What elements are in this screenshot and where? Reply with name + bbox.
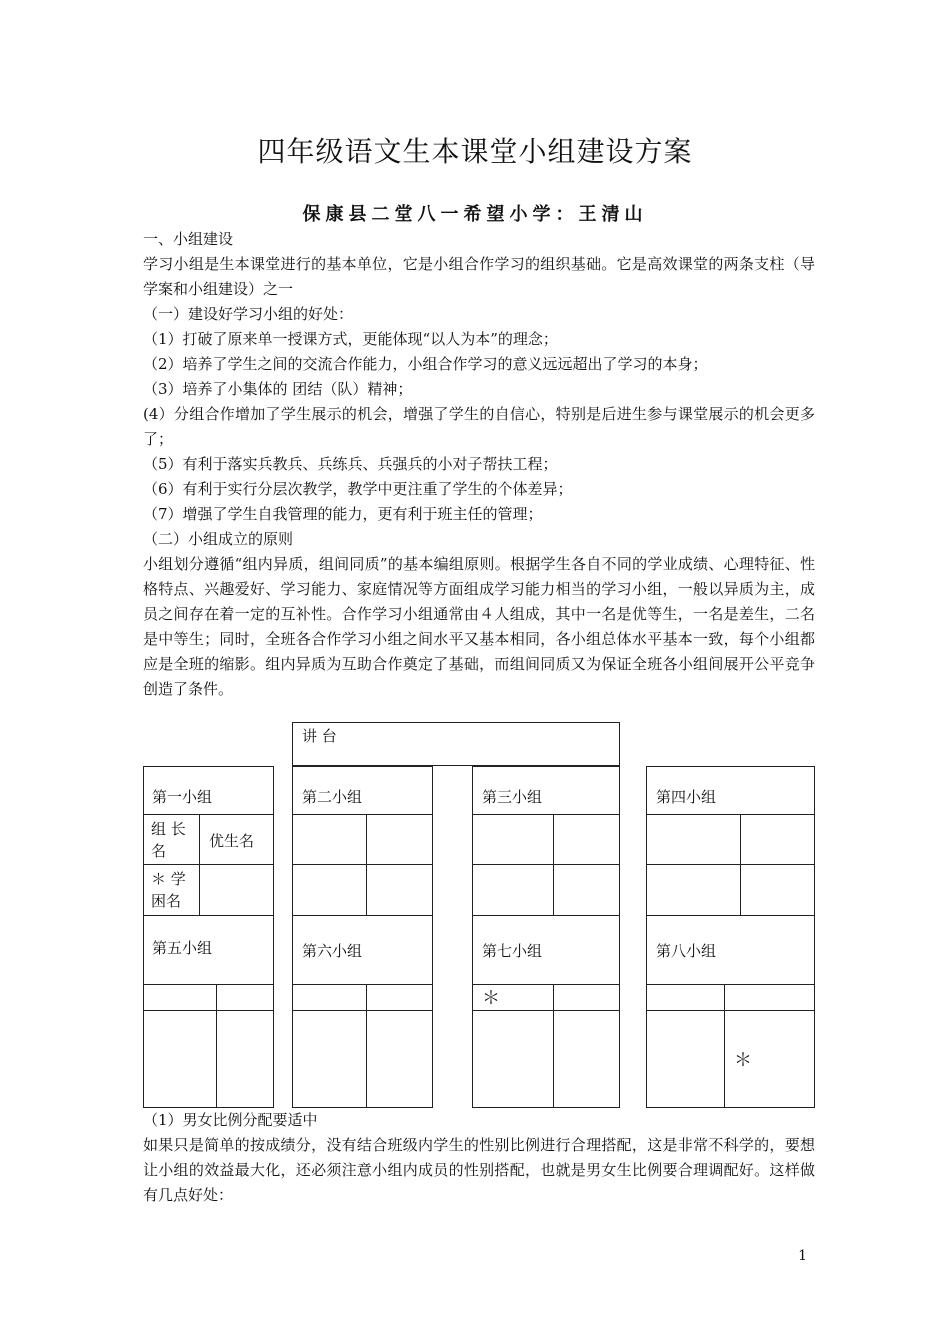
seat-top-student-label: 优生名 <box>209 832 255 850</box>
group-label: 第四小组 <box>656 788 717 806</box>
group-label: 第二小组 <box>302 788 363 806</box>
block-center-left <box>292 766 433 1108</box>
seat-struggling-label: ＊ 学困名 <box>151 870 186 910</box>
podium-label: 讲 台 <box>302 727 337 745</box>
block-right <box>646 766 815 1108</box>
paragraph: 学习小组是生本课堂进行的基本单位，它是小组合作学习的组织基础。它是高效课堂的两条支柱（导学案和小组建设）之一 <box>143 255 815 298</box>
star-mark: ＊ <box>734 1050 752 1071</box>
document-title: 四年级语文生本课堂小组建设方案 <box>257 135 693 168</box>
paragraph: （2）培养了学生之间的交流合作能力，小组合作学习的意义远远超出了学习的本身； <box>143 355 708 373</box>
seat-leader-label: 组 长名 <box>151 820 186 860</box>
group-label: 第八小组 <box>656 942 717 960</box>
paragraph: (4）分组合作增加了学生展示的机会，增强了学生的自信心，特别是后进生参与课堂展示的机会更多了； <box>143 405 815 448</box>
body-text-top <box>143 227 815 702</box>
paragraph: （1）打破了原来单一授课方式，更能体现“以人为本”的理念； <box>143 330 558 348</box>
paragraph: （1）男女比例分配要适中 <box>143 1111 318 1129</box>
paragraph: 一、小组建设 <box>143 230 234 248</box>
group-label: 第三小组 <box>482 788 543 806</box>
body-text-bottom <box>143 1108 815 1208</box>
paragraph: （二）小组成立的原则 <box>143 530 294 548</box>
star-mark: ＊ <box>482 988 500 1009</box>
paragraph: （3）培养了小集体的 团结（队）精神； <box>143 380 413 398</box>
group-label: 第一小组 <box>152 788 213 806</box>
block-center-right <box>472 766 620 1108</box>
paragraph: （5）有利于落实兵教兵、兵练兵、兵强兵的小对子帮扶工程； <box>143 455 558 473</box>
paragraph: （7）增强了学生自我管理的能力，更有利于班主任的管理； <box>143 505 543 523</box>
group-label: 第五小组 <box>152 939 213 957</box>
group-label: 第七小组 <box>482 942 543 960</box>
author-line: 保康县二堂八一希望小学：王清山 <box>302 204 648 225</box>
paragraph: 如果只是简单的按成绩分，没有结合班级内学生的性别比例进行合理搭配，这是非常不科学的，要想让小组的效益最大化，还必须注意小组内成员的性别搭配，也就是男女生比例要合理调配好。这样做有几点好处： <box>143 1136 815 1204</box>
paragraph: （6）有利于实行分层次教学，教学中更注重了学生的个体差异； <box>143 480 573 498</box>
podium-box <box>292 722 620 766</box>
paragraph: 小组划分遵循“组内异质，组间同质”的基本编组原则。根据学生各自不同的学业成绩、心理特征、性格特点、兴趣爱好、学习能力、家庭情况等方面组成学习能力相当的学习小组，一般以异质为主，成员之间存在着一定的互补性。合作学习小组通常由４人组成，其中一名是优等生，一名是差生，二名是中等生；同时，全班各合作学习小组之间水平又基本相同，各小组总体水平基本一致，每个小组都应是全班的缩影。组内异质为互助合作奠定了基础，而组间同质又为保证全班各小组间展开公平竞争创造了条件。 <box>143 555 815 698</box>
page-number: 1 <box>798 1248 807 1264</box>
group-label: 第六小组 <box>302 942 363 960</box>
paragraph: （一）建设好学习小组的好处： <box>143 305 354 323</box>
